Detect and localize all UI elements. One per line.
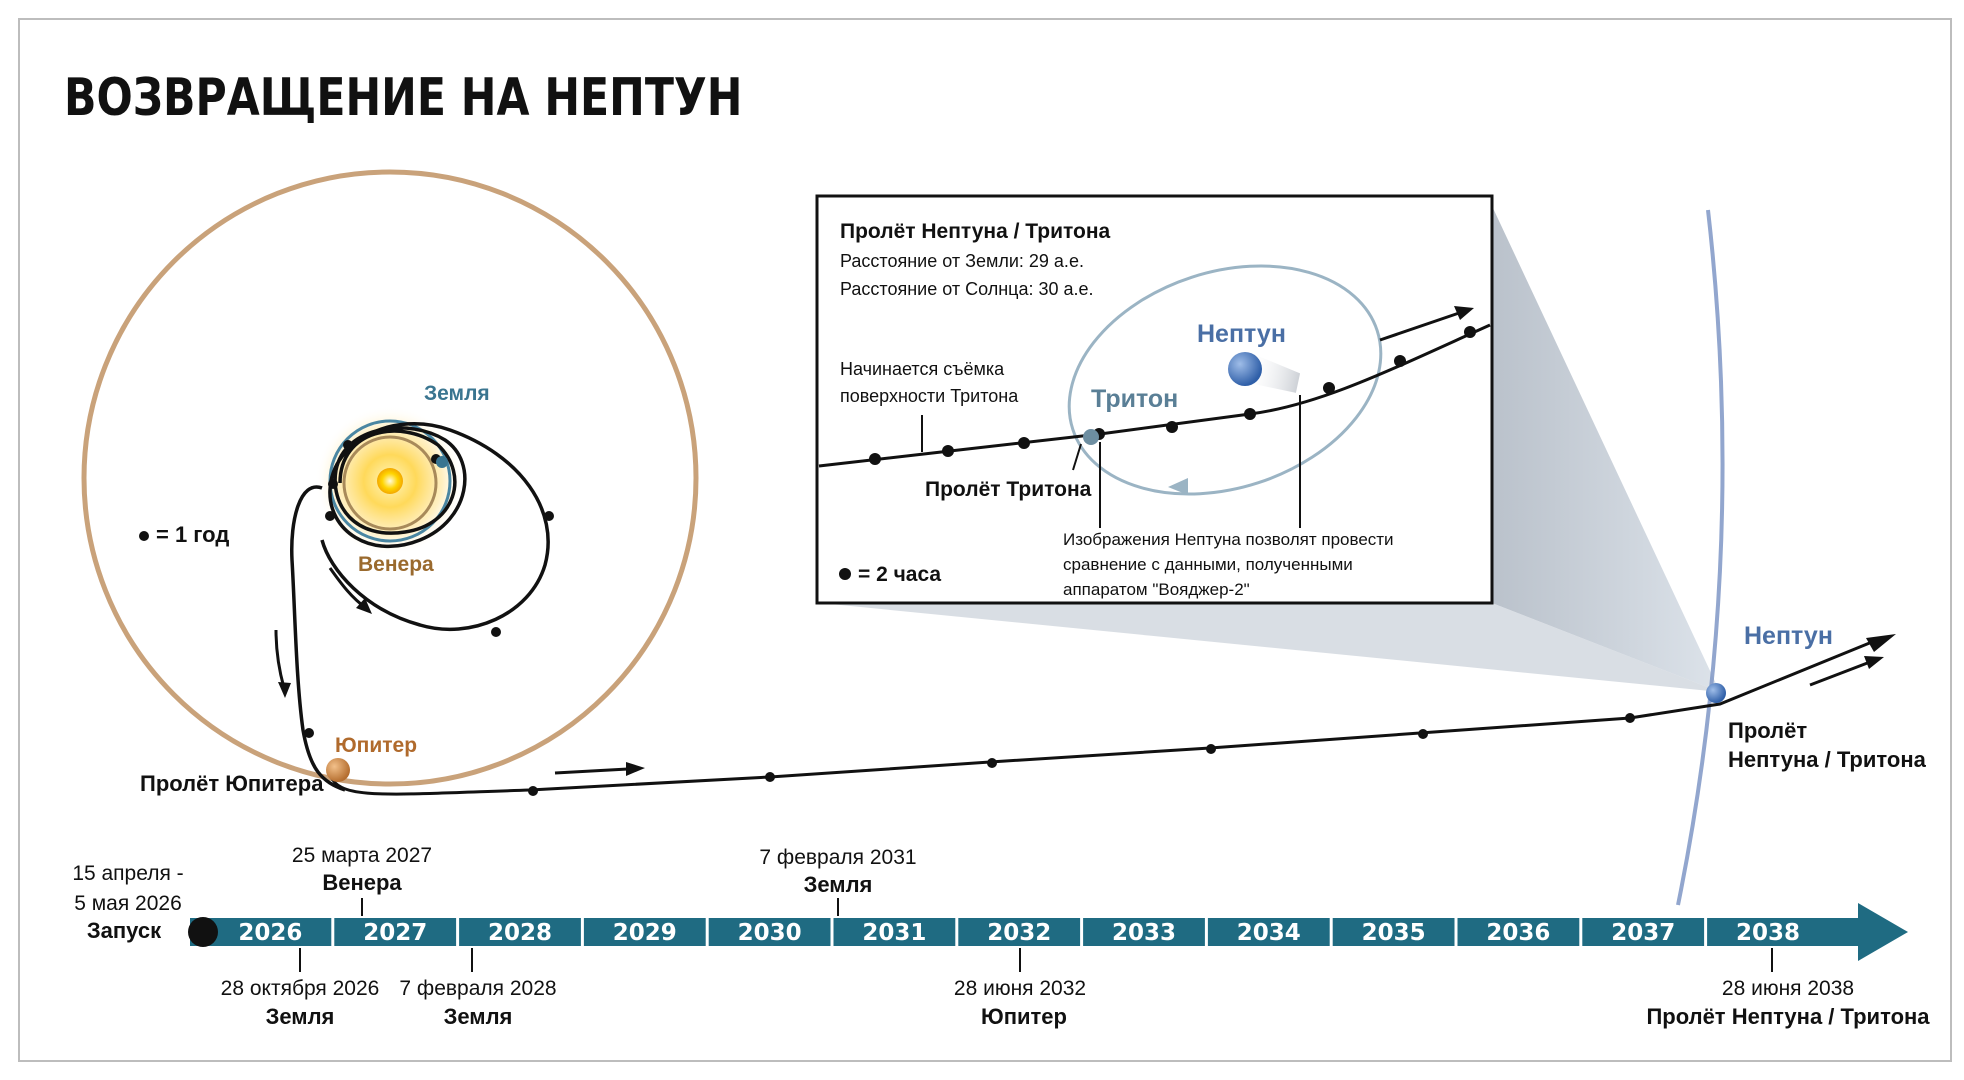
imaging-start-line2: поверхности Тритона xyxy=(840,386,1019,406)
year-label-2028: 2028 xyxy=(487,920,553,946)
launch-marker xyxy=(188,917,218,947)
year-label-2033: 2033 xyxy=(1111,920,1177,946)
neptune-orbit xyxy=(1678,210,1723,905)
neptune2038-event-date: 28 июня 2038 xyxy=(1721,977,1855,1000)
page-title: ВОЗВРАЩЕНИЕ НА НЕПТУН xyxy=(64,68,743,128)
jupiter-flyby-label: Пролёт Юпитера xyxy=(140,771,324,796)
earth2026-event-label: Земля xyxy=(265,1004,335,1029)
inset-distance-sun: Расстояние от Солнца: 30 а.е. xyxy=(840,279,1094,299)
year-label-2038: 2038 xyxy=(1735,920,1801,946)
jupiter-icon xyxy=(326,758,350,782)
earth-label: Земля xyxy=(424,382,490,405)
earth2031-event-label: Земля xyxy=(803,872,873,897)
year-label-2029: 2029 xyxy=(612,920,677,946)
jupiter2032-event-date: 28 июня 2032 xyxy=(953,977,1087,1000)
year-label-2034: 2034 xyxy=(1236,920,1301,946)
earth2028-event-date: 7 февраля 2028 xyxy=(399,977,557,1000)
launch-date-line2: 5 мая 2026 xyxy=(74,892,182,915)
inset-title: Пролёт Нептуна / Тритона xyxy=(840,220,1111,243)
compare-line3: аппаратом "Вояджер-2" xyxy=(1063,580,1250,599)
launch-label: Запуск xyxy=(86,918,162,943)
inset-legend-dot xyxy=(839,568,851,580)
venus-event-label: Венера xyxy=(322,870,402,895)
jupiter2032-event-label: Юпитер xyxy=(981,1004,1067,1029)
neptune-label: Нептун xyxy=(1744,622,1833,650)
year-label-2026: 2026 xyxy=(238,920,303,946)
neptune-icon xyxy=(1706,683,1726,703)
compare-line2: сравнение с данными, полученными xyxy=(1063,555,1353,574)
triton-icon xyxy=(1083,429,1099,445)
neptune2038-event-label: Пролёт Нептуна / Тритона xyxy=(1646,1004,1930,1029)
earth-icon xyxy=(436,456,448,468)
year-label-2036: 2036 xyxy=(1486,920,1551,946)
venus-label: Венера xyxy=(358,553,434,576)
inset-neptune-label: Нептун xyxy=(1197,320,1286,348)
year-label-2030: 2030 xyxy=(737,920,802,946)
inset-legend-label: = 2 часа xyxy=(858,563,942,586)
earth2026-event-date: 28 октября 2026 xyxy=(220,977,380,1000)
year-legend-dot xyxy=(139,531,149,541)
inset-panel xyxy=(817,196,1492,603)
inset-triton-label: Тритон xyxy=(1091,385,1179,413)
neptune-flyby-line2: Нептуна / Тритона xyxy=(1728,747,1926,772)
year-label-2031: 2031 xyxy=(862,920,927,946)
earth2031-event-date: 7 февраля 2031 xyxy=(759,846,917,869)
year-label-2027: 2027 xyxy=(363,920,428,946)
timeline xyxy=(72,844,1930,1029)
compare-line1: Изображения Нептуна позволят провести xyxy=(1063,530,1394,549)
year-label-2032: 2032 xyxy=(987,920,1052,946)
triton-flyby-label: Пролёт Тритона xyxy=(925,478,1092,501)
year-legend-label: = 1 год xyxy=(156,522,230,547)
earth2028-event-label: Земля xyxy=(443,1004,513,1029)
inset-neptune-icon xyxy=(1228,352,1262,386)
neptune-flyby-line1: Пролёт xyxy=(1728,718,1808,743)
year-label-2037: 2037 xyxy=(1611,920,1676,946)
trajectory-arrowhead xyxy=(1866,634,1896,652)
venus-event-date: 25 марта 2027 xyxy=(291,844,433,867)
timeline-arrowhead xyxy=(1858,903,1908,961)
sun-icon xyxy=(377,468,403,494)
year-label-2035: 2035 xyxy=(1361,920,1426,946)
imaging-start-line1: Начинается съёмка xyxy=(840,359,1005,379)
inset-distance-earth: Расстояние от Земли: 29 а.е. xyxy=(840,251,1084,271)
jupiter-label: Юпитер xyxy=(335,734,418,757)
launch-date-line1: 15 апреля - xyxy=(72,862,184,885)
